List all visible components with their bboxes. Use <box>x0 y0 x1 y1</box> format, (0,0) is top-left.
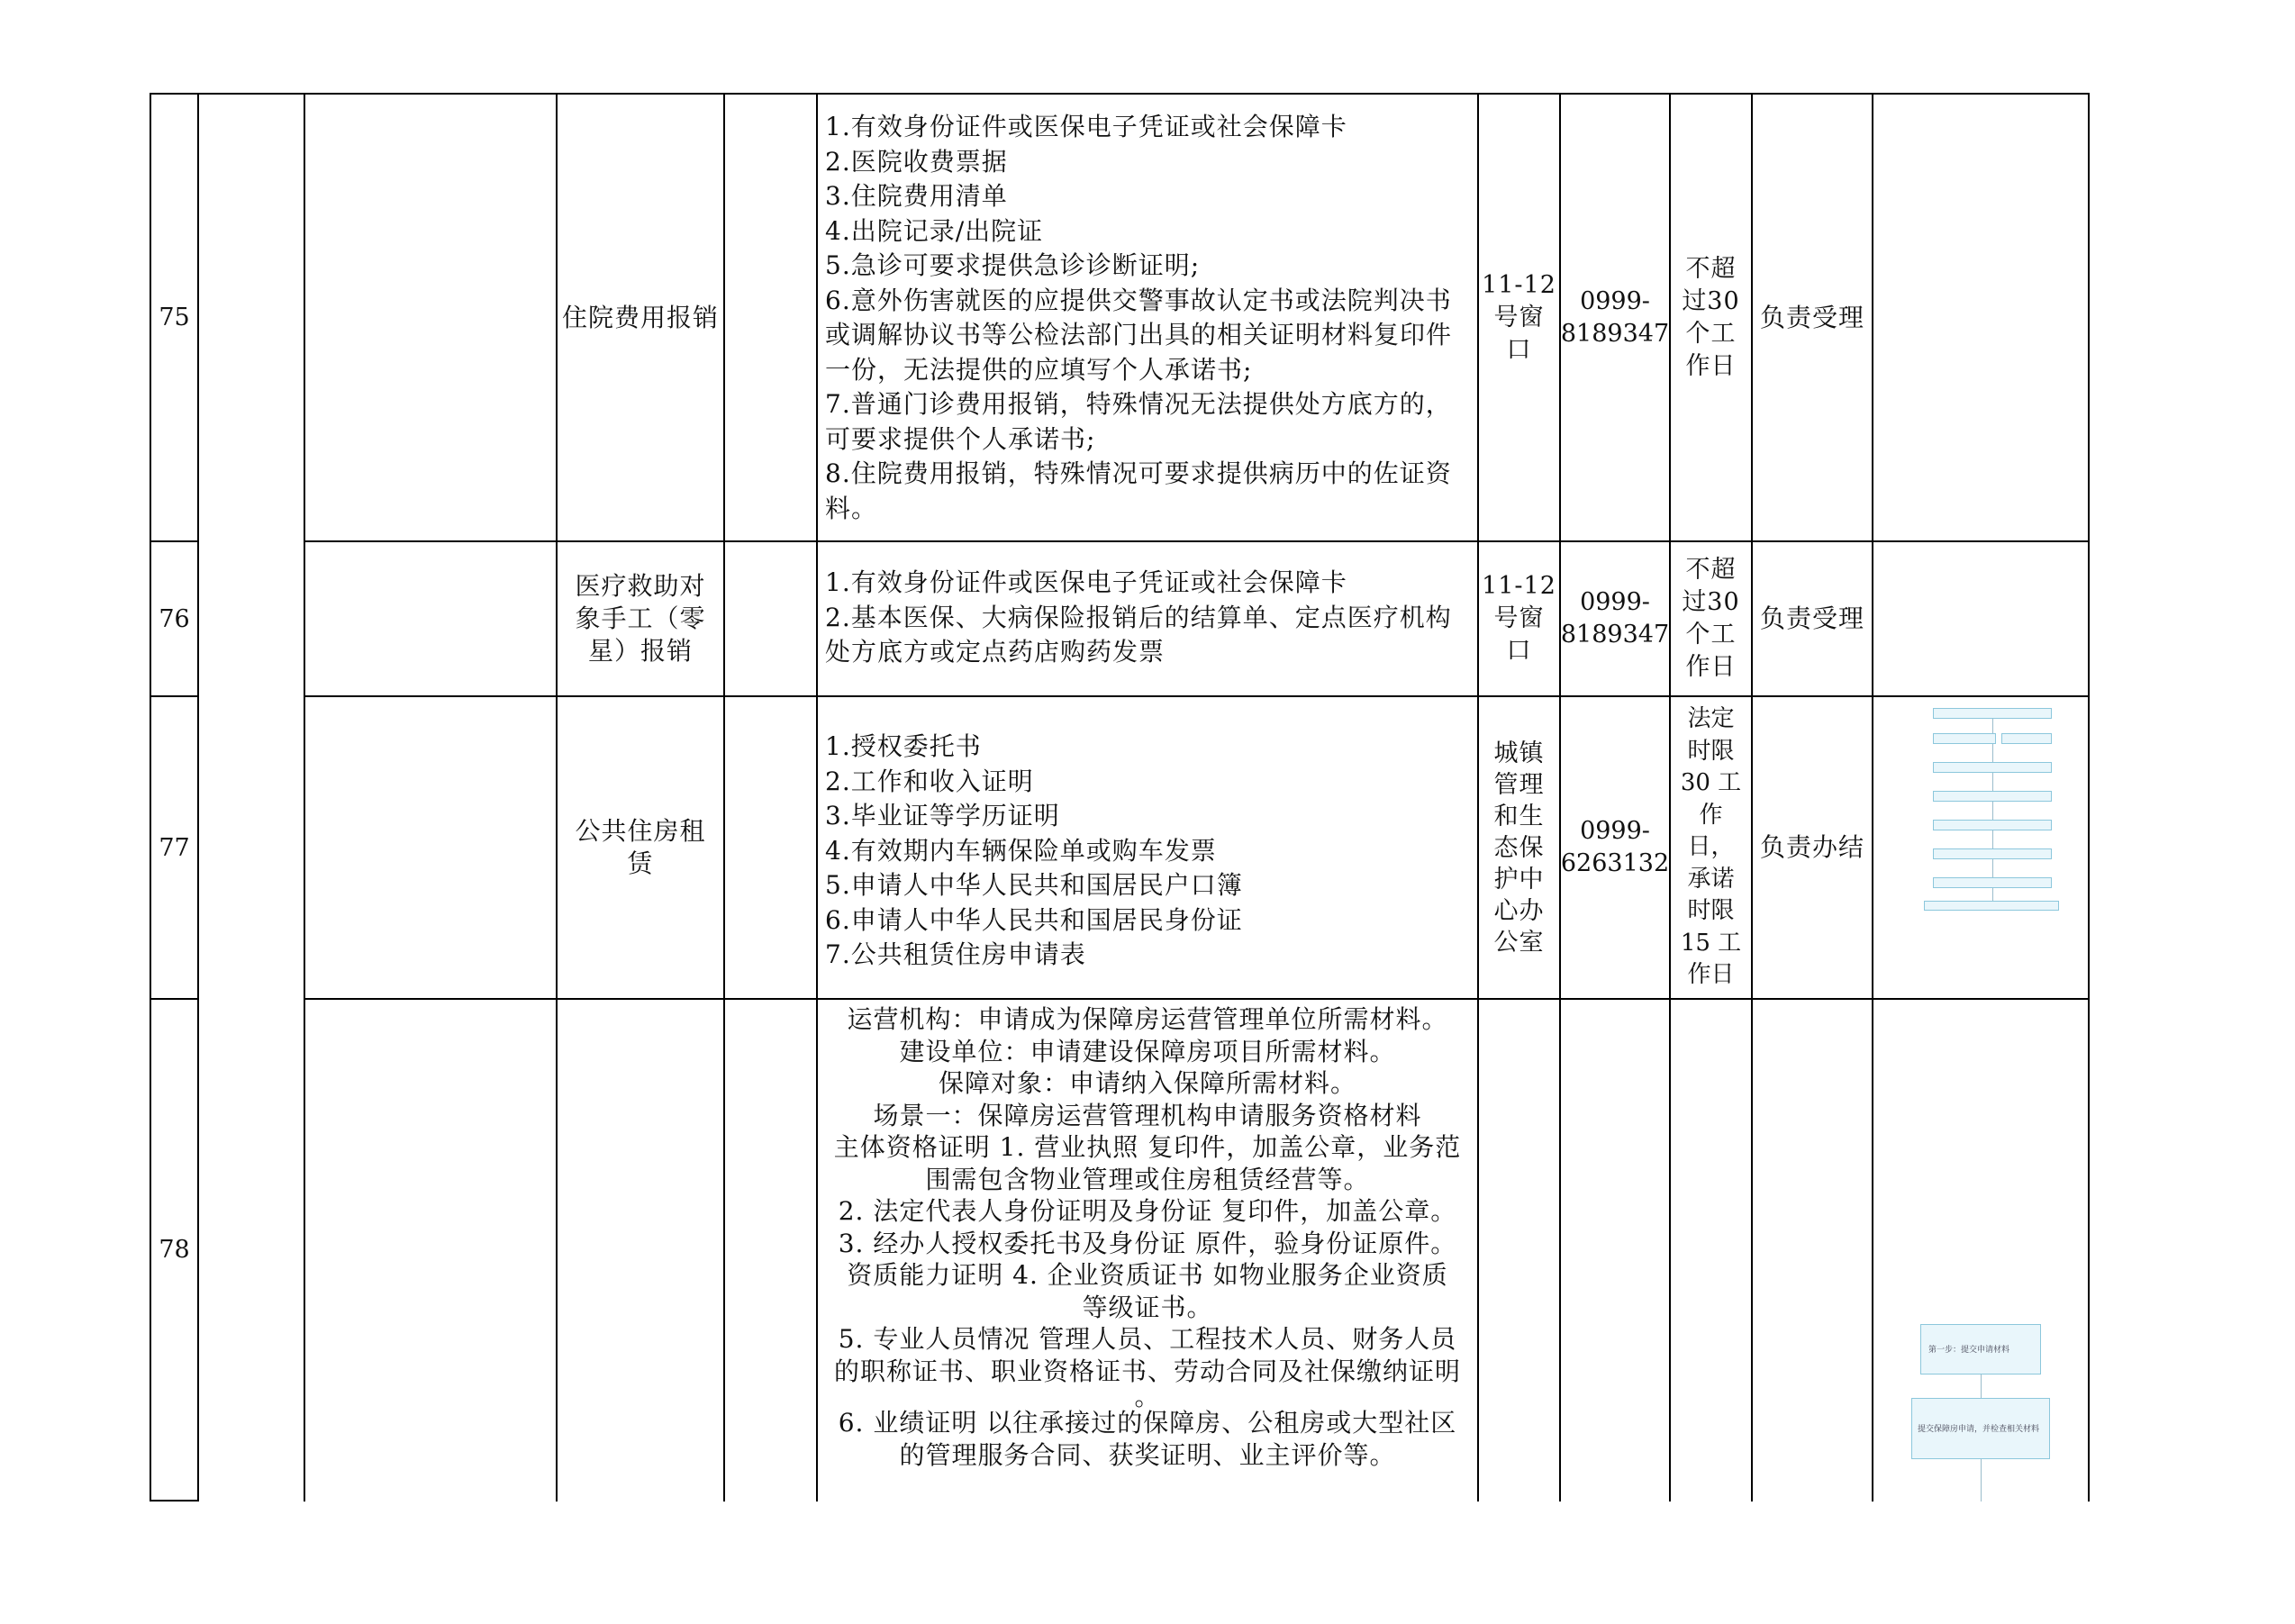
phone-number <box>1561 697 1669 998</box>
material-line: 等级证书。 <box>1082 1292 1213 1322</box>
process-flowchart-thumbnail <box>1891 708 2072 915</box>
material-line: 的管理服务合同、获奖证明、业主评价等。 <box>899 1439 1396 1470</box>
material-line: 1.有效身份证件或医保电子凭证或社会保障卡 <box>825 112 1347 141</box>
flowchart-step <box>1933 820 2052 830</box>
column-divider <box>197 93 199 1502</box>
material-line: 场景一：保障房运营管理机构申请服务资格材料 <box>873 1100 1422 1130</box>
flowchart-arrow <box>1992 802 1993 820</box>
material-line: 2.医院收费票据 <box>825 146 1008 177</box>
column-divider <box>723 93 725 1502</box>
column-divider <box>2088 93 2090 1502</box>
item-name <box>558 542 723 695</box>
row-number-text: 75 <box>159 304 190 331</box>
phone-number <box>1561 542 1669 695</box>
material-line: 处方底方或定点药店购药发票 <box>825 637 1166 667</box>
flowchart-step <box>1933 848 2052 859</box>
window-location-text: 11-12 号窗 口 <box>1482 270 1556 364</box>
row-number <box>151 542 197 695</box>
flowchart-arrow <box>1992 888 1993 901</box>
material-line: 2.基本医保、大病保险报销后的结算单、定点医疗机构 <box>825 602 1452 632</box>
row-number <box>151 1000 197 1500</box>
material-line: 建设单位：申请建设保障房项目所需材料。 <box>899 1036 1396 1066</box>
time-limit-text: 法定 时限 30 工 作 日， 承诺 时限 15 工 作日 <box>1680 705 1742 989</box>
flowchart-step <box>1924 901 2059 911</box>
flowchart-step <box>1911 1398 2050 1459</box>
material-line: 1.授权委托书 <box>825 731 982 761</box>
flowchart-step <box>1933 791 2052 802</box>
material-line: 5.急诊可要求提供急诊诊断证明; <box>825 250 1201 280</box>
row-number-text: 76 <box>159 604 190 633</box>
table-border <box>150 1500 198 1502</box>
phone-number-text: 0999- 8189347 <box>1561 588 1669 649</box>
responsibility <box>1753 697 1872 998</box>
flowchart-arrow <box>1992 859 1993 877</box>
flowchart-arrow <box>1981 1459 1982 1502</box>
column-divider <box>1872 93 1873 1502</box>
flowchart-step <box>1933 762 2052 773</box>
material-line: 可要求提供个人承诺书; <box>825 423 1096 454</box>
flowchart-step <box>1933 708 2052 719</box>
material-line: 6.申请人中华人民共和国居民身份证 <box>825 904 1243 935</box>
materials-list <box>818 1000 1477 1502</box>
flowchart-step <box>2001 733 2052 744</box>
flowchart-step-label: 第一步：提交申请材料 <box>1928 1346 2010 1355</box>
materials-list <box>818 542 1477 695</box>
item-name-text: 公共住房租 赁 <box>575 816 706 878</box>
time-limit-text: 不超 过30 个工 作日 <box>1682 556 1740 681</box>
flowchart-arrow <box>1992 830 1993 848</box>
material-line: 4.出院记录/出院证 <box>825 215 1044 246</box>
phone-number-text: 0999- 8189347 <box>1561 286 1669 348</box>
row-number-text: 77 <box>159 833 190 862</box>
window-location-text: 城镇 管理 和生 态保 护中 心办 公室 <box>1493 739 1545 957</box>
materials-list <box>818 95 1477 540</box>
item-name <box>558 95 723 540</box>
flowchart-arrow <box>1992 744 1993 762</box>
item-name <box>558 697 723 998</box>
material-line: 1.有效身份证件或医保电子凭证或社会保障卡 <box>825 567 1347 597</box>
material-line: 6. 业绩证明 以往承接过的保障房、公租房或大型社区 <box>838 1408 1457 1438</box>
phone-number-text: 0999- 6263132 <box>1561 817 1669 877</box>
responsibility <box>1753 95 1872 540</box>
material-line: 。 <box>1134 1382 1161 1411</box>
phone-number <box>1561 95 1669 540</box>
item-name-text: 医疗救助对 象手工（零 星）报销 <box>575 571 706 666</box>
material-line: 4.有效期内车辆保险单或购车发票 <box>825 835 1217 866</box>
material-line: 7.普通门诊费用报销，特殊情况无法提供处方底方的， <box>825 389 1452 419</box>
flowchart-step <box>1933 733 1996 744</box>
material-line: 8.住院费用报销，特殊情况可要求提供病历中的佐证资 <box>825 458 1452 488</box>
time-limit <box>1671 95 1751 540</box>
item-name-text: 住院费用报销 <box>561 302 719 332</box>
material-line: 2.工作和收入证明 <box>825 766 1034 796</box>
material-line: 5.申请人中华人民共和国居民户口簿 <box>825 870 1243 900</box>
responsibility <box>1753 542 1872 695</box>
time-limit <box>1671 542 1751 695</box>
row-number <box>151 697 197 998</box>
material-line: 运营机构：申请成为保障房运营管理单位所需材料。 <box>847 1004 1448 1034</box>
flowchart-arrow <box>1981 1375 1982 1398</box>
material-line: 7.公共租赁住房申请表 <box>825 939 1086 969</box>
materials-list <box>818 697 1477 998</box>
material-line: 主体资格证明 1. 营业执照 复印件，加盖公章，业务范 <box>833 1132 1462 1162</box>
material-line: 保障对象：申请纳入保障所需材料。 <box>938 1068 1356 1098</box>
material-line: 的职称证书、职业资格证书、劳动合同及社保缴纳证明 <box>833 1356 1461 1386</box>
material-line: 或调解协议书等公检法部门出具的相关证明材料复印件 <box>825 320 1453 349</box>
flowchart-step <box>1933 877 2052 888</box>
responsibility-text: 负责受理 <box>1759 302 1864 332</box>
flowchart-step-label: 提交保障房申请，并检查相关材料 <box>1918 1425 2040 1434</box>
material-line: 2. 法定代表人身份证明及身份证 复印件，加盖公章。 <box>838 1196 1457 1226</box>
material-line: 3. 经办人授权委托书及身份证 原件，验身份证原件。 <box>838 1228 1457 1258</box>
material-line: 一份，无法提供的应填写个人承诺书; <box>825 354 1253 385</box>
material-line: 6.意外伤害就医的应提供交警事故认定书或法院判决书 <box>825 285 1452 315</box>
material-line: 料。 <box>825 493 878 523</box>
material-line: 资质能力证明 4. 企业资质证书 如物业服务企业资质 <box>847 1260 1448 1290</box>
flowchart-arrow <box>1992 719 1993 733</box>
time-limit-text: 不超 过30 个工 作日 <box>1682 254 1740 380</box>
material-line: 5. 专业人员情况 管理人员、工程技术人员、财务人员 <box>838 1324 1457 1354</box>
material-line: 围需包含物业管理或住房租赁经营等。 <box>925 1164 1370 1194</box>
time-limit <box>1671 697 1751 998</box>
row-number <box>151 95 197 540</box>
flowchart-arrow <box>1992 773 1993 791</box>
window-location <box>1479 697 1559 998</box>
material-line: 3.毕业证等学历证明 <box>825 801 1060 830</box>
responsibility-text: 负责受理 <box>1759 603 1864 633</box>
flowchart-step <box>1920 1324 2041 1375</box>
window-location <box>1479 95 1559 540</box>
column-divider <box>304 93 305 1502</box>
process-flowchart-thumbnail <box>1909 1324 2072 1502</box>
window-location <box>1479 542 1559 695</box>
responsibility-text: 负责办结 <box>1759 832 1864 862</box>
window-location-text: 11-12 号窗 口 <box>1482 572 1556 665</box>
row-number-text: 78 <box>159 1236 190 1264</box>
material-line: 3.住院费用清单 <box>825 181 1008 211</box>
